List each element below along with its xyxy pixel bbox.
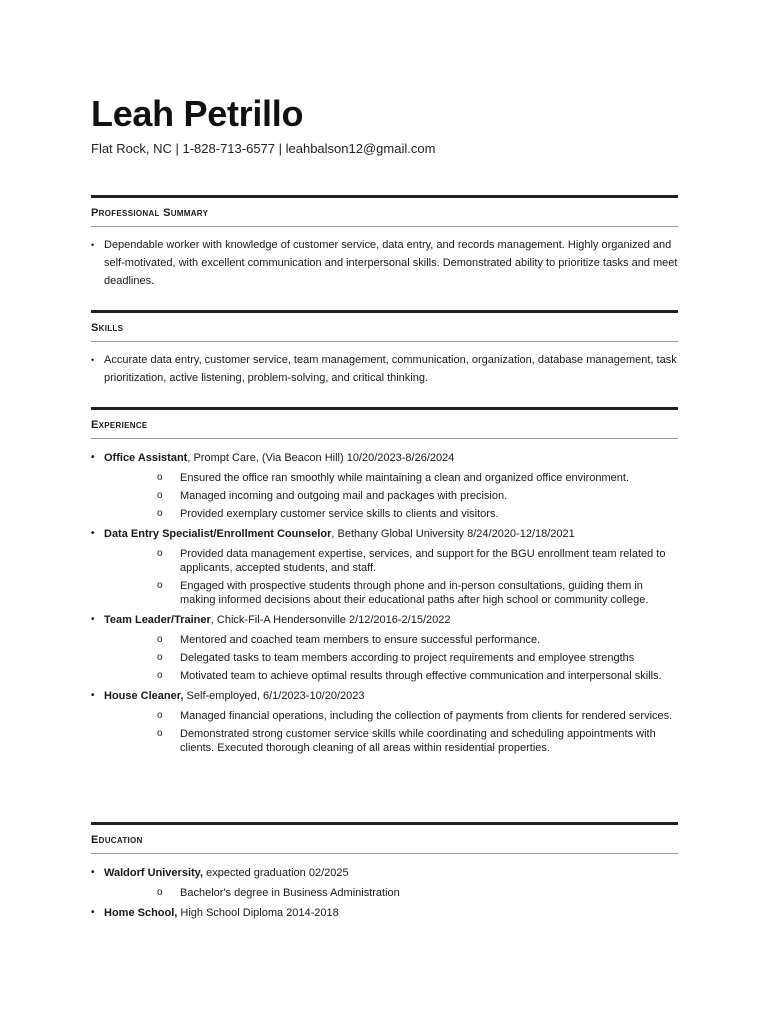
- job-detail: , Prompt Care, (Via Beacon Hill) 10/20/2023-8/26/2024: [187, 452, 455, 464]
- job-bullet: o Managed financial operations, including the collection of payments from clients for rendered services.: [91, 709, 678, 723]
- contact-line: Flat Rock, NC | 1-828-713-6577 | leahbalson12@gmail.com: [91, 141, 436, 156]
- job-entry: [91, 449, 678, 467]
- section-education: [91, 822, 678, 922]
- job-bullet: o Delegated tasks to team members according to project requirements and employee strengths: [91, 651, 678, 665]
- job-detail: , Chick-Fil-A Hendersonville 2/12/2016-2/15/2022: [210, 614, 451, 626]
- education-list: [91, 864, 678, 922]
- candidate-name: Leah Petrillo: [91, 93, 304, 134]
- summary-item: • Dependable worker with knowledge of customer service, data entry, and records management. Highly organized and self-motivated, with excellent communication and interpersonal skills. Demonstrated ability to prioritize tasks and meet deadlines.: [91, 236, 678, 290]
- education-detail: High School Diploma 2014-2018: [177, 907, 339, 919]
- job-bullet: o Ensured the office ran smoothly while maintaining a clean and organized office environment.: [91, 471, 678, 485]
- job-bullet: o Engaged with prospective students through phone and in-person consultations, guiding them in making informed decisions about their educational paths after high school or community college.: [91, 579, 678, 607]
- job-role: House Cleaner,: [104, 690, 184, 702]
- job-role: Office Assistant: [104, 452, 188, 464]
- section-professional-summary: [91, 195, 678, 290]
- school-name: Home School,: [104, 907, 178, 919]
- job-bullet: o Motivated team to achieve optimal results through effective communication and interpersonal skills.: [91, 669, 678, 683]
- skills-item: • Accurate data entry, customer service, team management, communication, organization, database management, task prioritization, active listening, problem-solving, and critical thinking.: [91, 351, 678, 387]
- job-bullet: o Provided exemplary customer service skills to clients and visitors.: [91, 507, 678, 521]
- job-bullet: o Provided data management expertise, services, and support for the BGU enrollment team related to applicants, accepted students, and staff.: [91, 547, 678, 575]
- job-role: Team Leader/Trainer: [104, 614, 211, 626]
- education-bullets: [91, 886, 678, 900]
- job-detail: Self-employed, 6/1/2023-10/20/2023: [183, 690, 365, 702]
- education-bullet: o Bachelor's degree in Business Administration: [91, 886, 678, 900]
- job-bullets: [91, 709, 678, 755]
- experience-list: [91, 449, 678, 755]
- education-entry: [91, 904, 678, 922]
- school-name: Waldorf University,: [104, 867, 204, 879]
- section-title: Skills: [91, 313, 678, 342]
- job-entry: [91, 525, 678, 543]
- job-entry: [91, 687, 678, 705]
- job-bullets: [91, 633, 678, 683]
- job-bullet: o Managed incoming and outgoing mail and packages with precision.: [91, 489, 678, 503]
- summary-list: [91, 236, 678, 290]
- section-title: Education: [91, 825, 678, 854]
- section-title: Professional Summary: [91, 198, 678, 227]
- education-detail: expected graduation 02/2025: [203, 867, 349, 879]
- job-role: Data Entry Specialist/Enrollment Counselor: [104, 528, 332, 540]
- job-bullet: o Demonstrated strong customer service skills while coordinating and scheduling appointments with clients. Executed thorough cleaning of all areas within residential properties.: [91, 727, 678, 755]
- education-entry: [91, 864, 678, 882]
- job-bullet: o Mentored and coached team members to ensure successful performance.: [91, 633, 678, 647]
- section-skills: [91, 310, 678, 387]
- job-detail: , Bethany Global University 8/24/2020-12/18/2021: [331, 528, 575, 540]
- section-title: Experience: [91, 410, 678, 439]
- job-entry: [91, 611, 678, 629]
- section-experience: [91, 407, 678, 759]
- job-bullets: [91, 471, 678, 521]
- skills-list: [91, 351, 678, 387]
- job-bullets: [91, 547, 678, 607]
